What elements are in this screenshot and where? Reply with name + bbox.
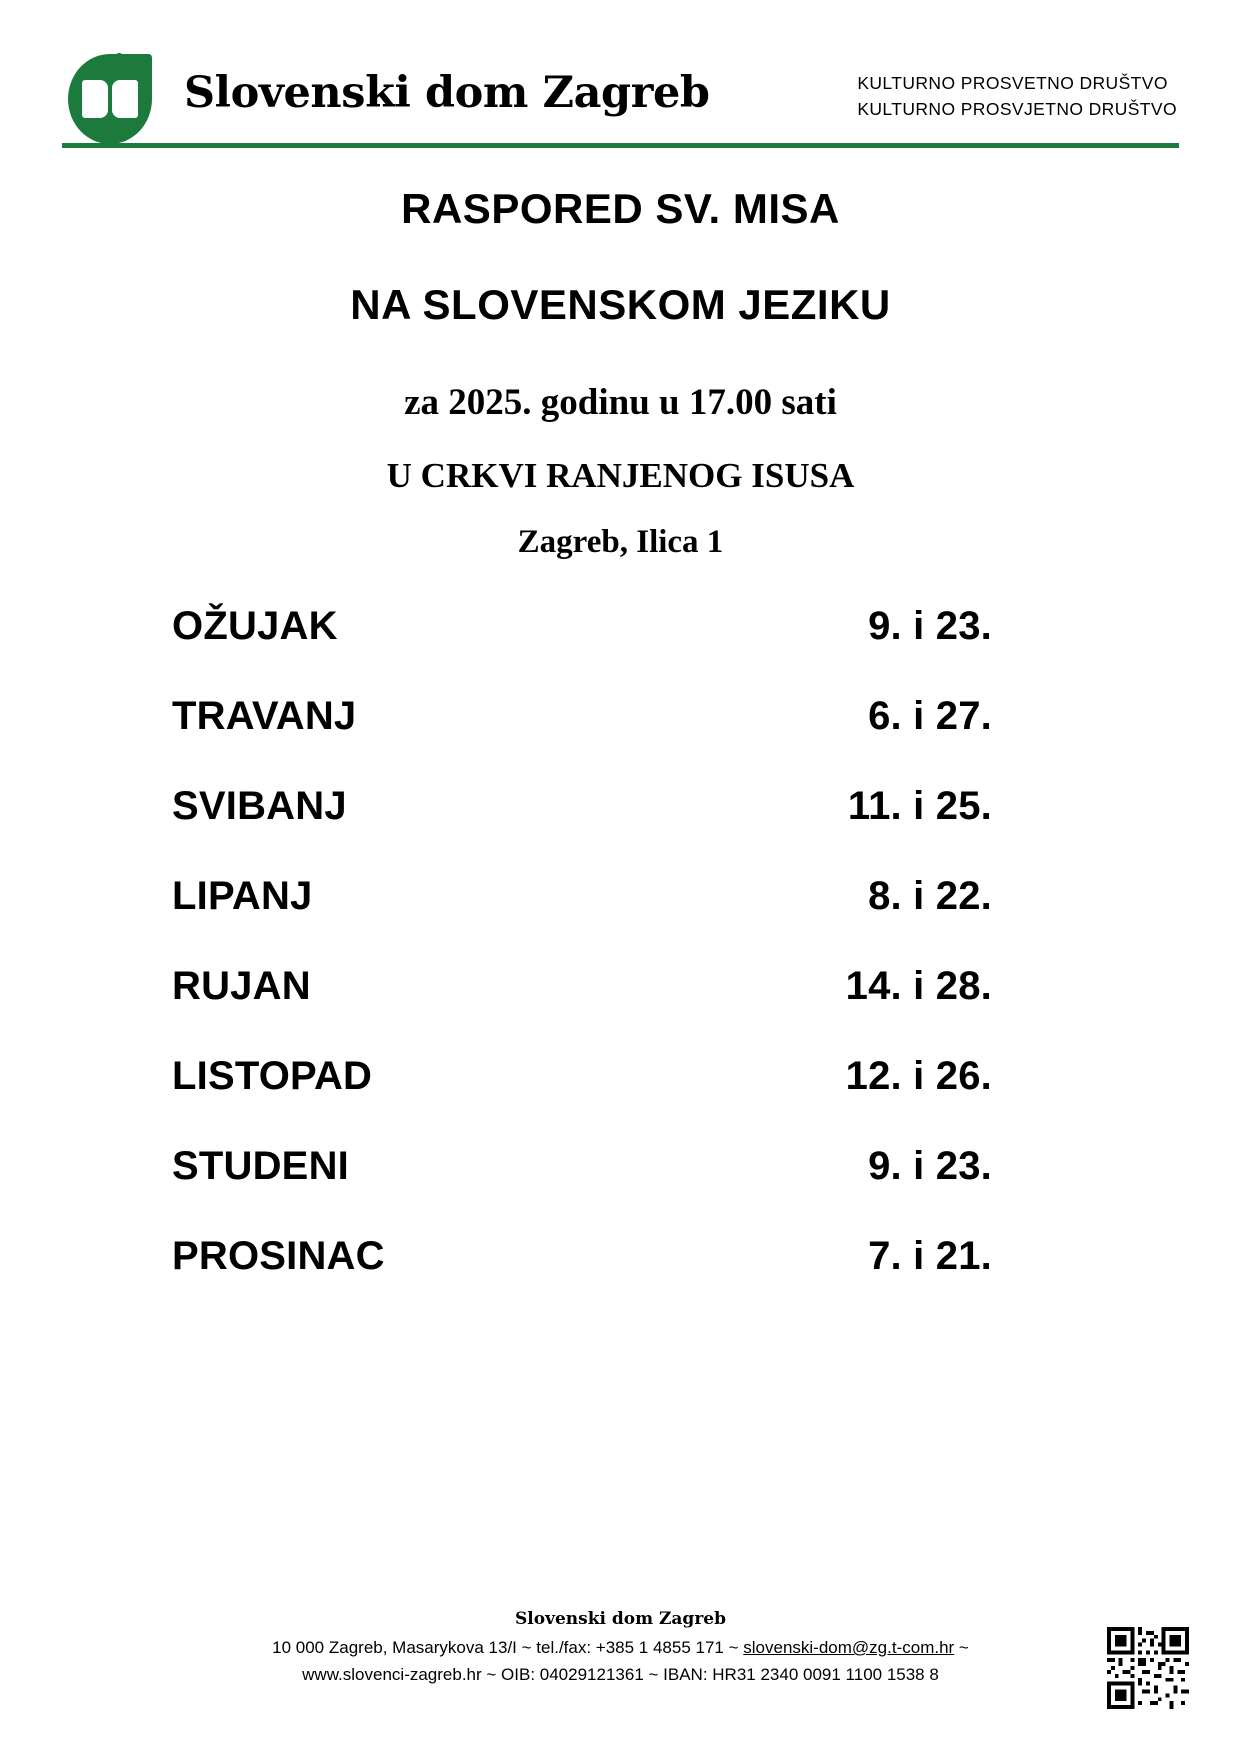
schedule-row [172, 1234, 992, 1324]
schedule-dates: 12. i 26. [845, 1054, 992, 1098]
organization-subtitle-line-1: KULTURNO PROSVETNO DRUŠTVO [857, 73, 1168, 93]
footer-email-link[interactable]: slovenski-dom@zg.t-com.hr [743, 1638, 955, 1657]
mass-schedule-list [172, 604, 992, 1324]
schedule-dates: 9. i 23. [868, 1144, 992, 1188]
footer-legal-line: www.slovenci-zagreb.hr ~ OIB: 04029121361 ~ IBAN: HR31 2340 0091 1100 1538 8 [302, 1665, 939, 1684]
schedule-row [172, 784, 992, 874]
book-page-right [112, 80, 138, 118]
footer-organization-name: Slovenski dom Zagreb [515, 1609, 726, 1629]
schedule-month: LIPANJ [172, 874, 313, 918]
organization-subtitle [857, 70, 1177, 122]
schedule-row [172, 694, 992, 784]
footer-address-text: 10 000 Zagreb, Masarykova 13/I ~ tel./fax: +385 1 4855 171 ~ [272, 1638, 744, 1657]
schedule-dates: 6. i 27. [868, 694, 992, 738]
open-book-icon [82, 80, 138, 120]
footer-contact-suffix: ~ [954, 1638, 969, 1657]
address-line: Zagreb, Ilica 1 [517, 524, 724, 560]
schedule-row [172, 1054, 992, 1144]
schedule-dates: 9. i 23. [868, 604, 992, 648]
year-time-line: za 2025. godinu u 17.00 sati [404, 382, 837, 423]
schedule-month: LISTOPAD [172, 1054, 373, 1098]
qr-code-image [1107, 1627, 1189, 1709]
schedule-month: RUJAN [172, 964, 311, 1008]
book-spine [108, 81, 112, 118]
schedule-row [172, 874, 992, 964]
schedule-row [172, 964, 992, 1054]
organization-title: Slovenski dom Zagreb [184, 68, 710, 118]
book-page-left [82, 80, 108, 118]
schedule-dates: 14. i 28. [845, 964, 992, 1008]
header-divider [62, 143, 1179, 148]
schedule-row [172, 1144, 992, 1234]
organization-logo [62, 52, 157, 147]
page-title: RASPORED SV. MISA [401, 185, 840, 232]
schedule-dates: 8. i 22. [868, 874, 992, 918]
page-header [62, 52, 1179, 142]
schedule-month: OŽUJAK [172, 604, 338, 648]
schedule-dates: 7. i 21. [868, 1234, 992, 1278]
title-block [0, 185, 1241, 561]
schedule-row [172, 604, 992, 694]
schedule-month: PROSINAC [172, 1234, 385, 1278]
schedule-month: SVIBANJ [172, 784, 347, 828]
page-subtitle: NA SLOVENSKOM JEZIKU [350, 281, 891, 328]
page-footer [0, 1606, 1241, 1688]
footer-contact-line [0, 1634, 1241, 1661]
schedule-month: TRAVANJ [172, 694, 357, 738]
schedule-dates: 11. i 25. [847, 784, 992, 828]
qr-code [1107, 1627, 1189, 1709]
schedule-month: STUDENI [172, 1144, 349, 1188]
church-line: U CRKVI RANJENOG ISUSA [386, 456, 855, 495]
organization-subtitle-line-2: KULTURNO PROSVJETNO DRUŠTVO [857, 99, 1177, 119]
